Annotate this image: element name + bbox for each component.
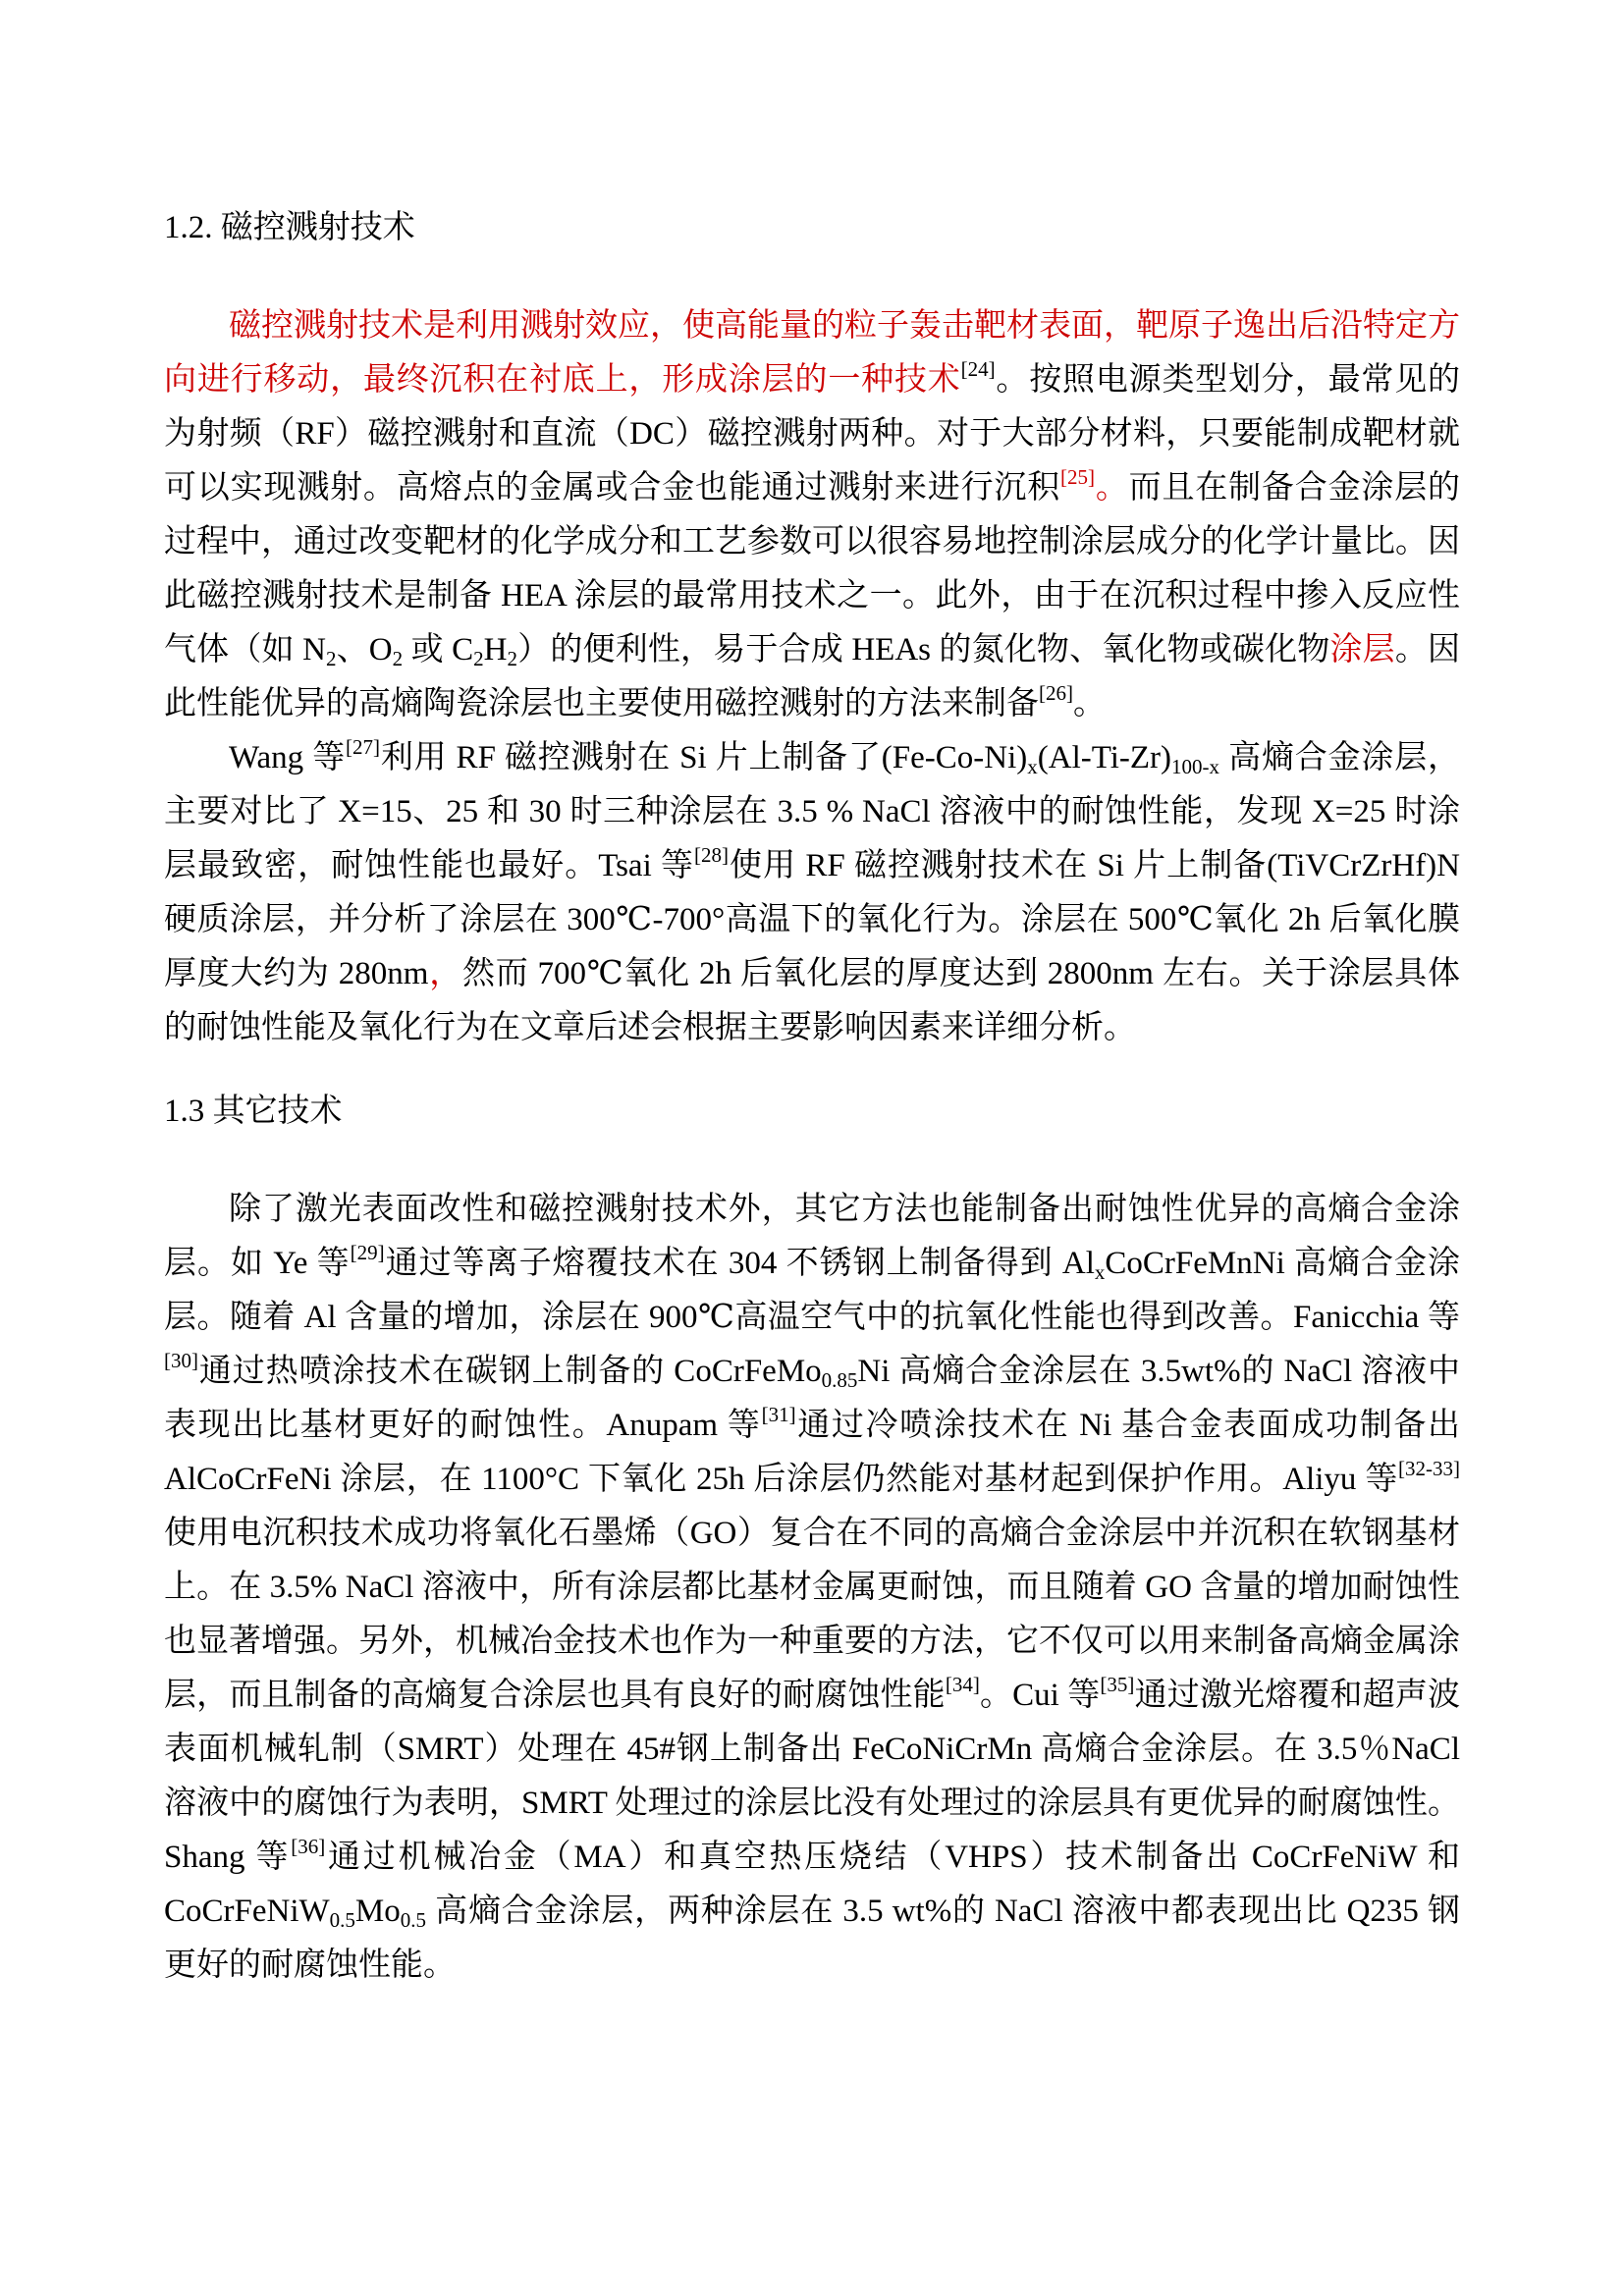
formula-subscript: x <box>1094 1260 1106 1284</box>
paragraph <box>164 1183 1460 1993</box>
text-run: 使用 RF 磁控溅射技术在 Si 片上制备(TiVCrZrHf)N 硬质涂层，并分析了涂层在 300℃-700°高温下的氧化行为。涂层在 500℃氧化 2h 后氧化膜厚度大约为 280nm <box>164 848 1460 991</box>
citation-superscript: [35] <box>1100 1673 1135 1696</box>
text-run: ）的便利性，易于合成 HEAs 的氮化物、氧化物或碳化物 <box>517 632 1330 667</box>
citation-superscript: [25] <box>1060 465 1096 489</box>
text-run: 高熵合金涂层，主要对比了 X=15、25 和 30 时三种涂层在 3.5 % NaCl 溶液中的耐蚀性能，发现 X=25 时涂层最致密，耐蚀性能也最好。Tsai 等 <box>164 740 1461 883</box>
text-run: 通过等离子熔覆技术在 304 不锈钢上制备得到 Al <box>384 1246 1095 1281</box>
citation-superscript: [36] <box>291 1835 326 1858</box>
section-magnetron-sputtering <box>164 201 1460 1055</box>
text-run: 、O <box>336 632 393 667</box>
text-run: 。 <box>1073 686 1106 721</box>
text-run: 。 <box>1095 470 1129 506</box>
text-run: 磁控溅射技术是利用溅射效应，使高能量的粒子轰击靶材表面，靶原子逸出后沿特定方向进行移动，最终沉积在衬底上，形成涂层的一种技术 <box>164 308 1460 398</box>
text-run: Ni 高熵合金涂层在 3.5wt%的 NaCl 溶液中表现出比基材更好的耐蚀性。Anupam 等 <box>164 1354 1460 1443</box>
formula-subscript: 2 <box>325 647 337 670</box>
paragraph <box>164 299 1460 731</box>
text-run: 或 C <box>403 632 474 667</box>
formula-subscript: 0.5 <box>329 1908 355 1932</box>
citation-superscript: [29] <box>350 1241 385 1264</box>
text-run: 通过激光熔覆和超声波表面机械轧制（SMRT）处理在 45#钢上制备出 FeCoNiCrMn 高熵合金涂层。在 3.5％NaCl 溶液中的腐蚀行为表明，SMRT 处理过的涂层比没有处理过的涂层具有更优异的耐腐蚀性。Shang 等 <box>164 1678 1461 1875</box>
text-run: 涂层 <box>1329 632 1395 667</box>
section-heading: 1.2. 磁控溅射技术 <box>164 210 415 245</box>
text-run: 通过机械冶金（MA）和真空热压烧结（VHPS）技术制备出 CoCrFeNiW 和 CoCrFeNiW <box>164 1840 1460 1929</box>
paragraph <box>164 731 1460 1055</box>
citation-superscript: [24] <box>960 357 996 381</box>
text-run: 使用电沉积技术成功将氧化石墨烯（GO）复合在不同的高熵合金涂层中并沉积在软钢基材上。在 3.5% NaCl 溶液中，所有涂层都比基材金属更耐蚀，而且随着 GO 含量的增加耐蚀性也显著增强。另外，机械冶金技术也作为一种重要的方法，它不仅可以用来制备高熵金属涂层，而且制备的高熵复合涂层也具有良好的耐腐蚀性能 <box>164 1516 1460 1713</box>
formula-subscript: x <box>1027 755 1038 778</box>
formula-subscript: 2 <box>507 647 518 670</box>
text-run: 利用 RF 磁控溅射在 Si 片上制备了(Fe-Co-Ni) <box>380 740 1028 775</box>
text-run: 。因此性能优异的高熵陶瓷涂层也主要使用磁控溅射的方法来制备 <box>164 632 1460 721</box>
citation-superscript: [28] <box>694 843 730 867</box>
text-run: (Al-Ti-Zr) <box>1037 740 1172 775</box>
text-run: Mo <box>354 1894 401 1929</box>
citation-superscript: [27] <box>346 735 381 759</box>
citation-superscript: [31] <box>761 1403 796 1426</box>
text-run: Wang 等 <box>229 740 347 775</box>
citation-superscript: [32-33] <box>1398 1457 1460 1480</box>
text-run: 通过冷喷涂技术在 Ni 基合金表面成功制备出 AlCoCrFeNi 涂层，在 1100°C 下氧化 25h 后涂层仍然能对基材起到保护作用。Aliyu 等 <box>164 1408 1461 1497</box>
text-run: 。Cui 等 <box>979 1678 1101 1713</box>
formula-subscript: 0.5 <box>400 1908 427 1932</box>
formula-subscript: 2 <box>473 647 484 670</box>
citation-superscript: [34] <box>945 1673 980 1696</box>
text-run: 而且在制备合金涂层的过程中，通过改变靶材的化学成分和工艺参数可以很容易地控制涂层成分的化学计量比。因此磁控溅射技术是制备 HEA 涂层的最常用技术之一。此外，由于在沉积过程中掺入反应性气体（如 N <box>164 470 1461 667</box>
text-run: H <box>483 632 508 667</box>
citation-superscript: [26] <box>1039 681 1073 705</box>
formula-subscript: 100-x <box>1171 755 1220 778</box>
section-other-techniques <box>164 1085 1460 1993</box>
text-run: 然而 700℃氧化 2h 后氧化层的厚度达到 2800nm 左右。关于涂层具体的耐蚀性能及氧化行为在文章后述会根据主要影响因素来详细分析。 <box>164 956 1461 1045</box>
citation-superscript: [30] <box>164 1349 198 1372</box>
text-run: 。按照电源类型划分，最常见的为射频（RF）磁控溅射和直流（DC）磁控溅射两种。对于大部分材料，只要能制成靶材就可以实现溅射。高熔点的金属或合金也能通过溅射来进行沉积 <box>164 362 1461 506</box>
text-run: 通过热喷涂技术在碳钢上制备的 CoCrFeMo <box>198 1354 822 1389</box>
formula-subscript: 2 <box>392 647 404 670</box>
section-heading: 1.3 其它技术 <box>164 1094 343 1129</box>
formula-subscript: 0.85 <box>821 1368 858 1392</box>
text-run: ， <box>428 956 462 991</box>
text-run: CoCrFeMnNi 高熵合金涂层。随着 Al 含量的增加，涂层在 900℃高温空气中的抗氧化性能也得到改善。Fanicchia 等 <box>164 1246 1460 1335</box>
text-run: 高熵合金涂层，两种涂层在 3.5 wt%的 NaCl 溶液中都表现出比 Q235 钢更好的耐腐蚀性能。 <box>164 1894 1460 1983</box>
text-run: 除了激光表面改性和磁控溅射技术外，其它方法也能制备出耐蚀性优异的高熵合金涂层。如 Ye 等 <box>164 1192 1460 1281</box>
